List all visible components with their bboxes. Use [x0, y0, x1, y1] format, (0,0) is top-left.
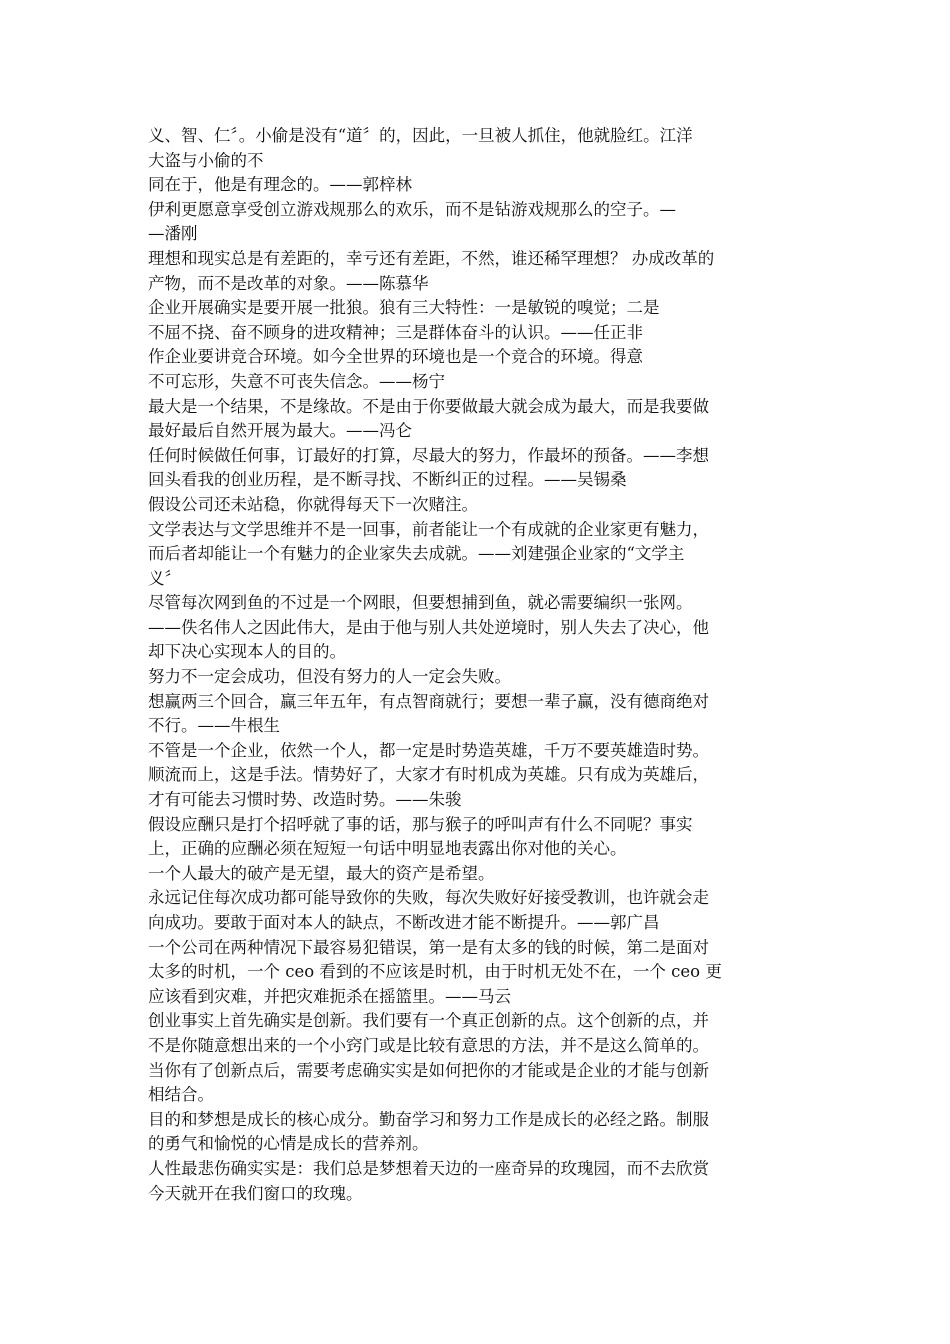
text-line: 永远记住每次成功都可能导致你的失败，每次失败好好接受教训，也许就会走	[148, 888, 709, 908]
text-line: 想赢两三个回合，赢三年五年，有点智商就行；要想一辈子赢，没有德商绝对	[148, 691, 709, 711]
text-line: 太多的时机，一个 ceo 看到的不应该是时机，由于时机无处不在，一个 ceo 更	[148, 962, 722, 982]
text-line: 顺流而上，这是手法。情势好了，大家才有时机成为英雄。只有成为英雄后，	[148, 765, 709, 785]
text-line: 最大是一个结果，不是缘故。不是由于你要做最大就会成为最大，而是我要做	[148, 396, 709, 416]
text-line: 文学表达与文学思维并不是一回事，前者能让一个有成就的企业家更有魅力，	[148, 519, 709, 539]
text-line: 理想和现实总是有差距的，幸亏还有差距，不然，谁还稀罕理想？ 办成改革的	[148, 248, 715, 268]
text-line: 任何时候做任何事，订最好的打算，尽最大的努力，作最坏的预备。——李想	[148, 445, 709, 465]
text-line: 义、智、仁〞。小偷是没有“道〞的，因此，一旦被人抓住，他就脸红。江洋	[148, 126, 693, 145]
text-line: 创业事实上首先确实是创新。我们要有一个真正创新的点。这个创新的点，并	[148, 1011, 709, 1031]
text-line: 上，正确的应酬必须在短短一句话中明显地表露出你对他的关心。	[148, 839, 627, 859]
text-line: —潘刚	[148, 224, 198, 244]
text-line: 假设应酬只是打个招呼就了事的话，那与猴子的呼叫声有什么不同呢？事实	[148, 814, 693, 834]
text-line: 不管是一个企业，依然一个人，都一定是时势造英雄，千万不要英雄造时势。	[148, 740, 709, 760]
text-line: 最好最后自然开展为最大。——冯仑	[148, 421, 412, 441]
text-line: 一个人最大的破产是无望，最大的资产是希望。	[148, 863, 495, 883]
text-line: 却下决心实现本人的目的。	[148, 642, 346, 662]
text-line: 应该看到灾难，并把灾难扼杀在摇篮里。——马云	[148, 986, 511, 1006]
text-line: 回头看我的创业历程，是不断寻找、不断纠正的过程。——吴锡桑	[148, 470, 627, 490]
text-line: 目的和梦想是成长的核心成分。勤奋学习和努力工作是成长的必经之路。制服	[148, 1109, 709, 1129]
text-line: 不行。——牛根生	[148, 716, 280, 736]
text-line: 向成功。要敢于面对本人的缺点，不断改进才能不断提升。——郭广昌	[148, 913, 660, 932]
text-line: 假设公司还未站稳，你就得每天下一次赌注。	[148, 494, 478, 514]
text-line: 人性最悲伤确实实是：我们总是梦想着天边的一座奇异的玫瑰园，而不去欣赏	[148, 1158, 709, 1178]
text-line: 不是你随意想出来的一个小窍门或是比较有意思的方法，并不是这么简单的。	[148, 1035, 709, 1055]
text-line: 大盗与小偷的不	[148, 150, 264, 170]
text-line: 同在于，他是有理念的。——郭梓林	[148, 175, 412, 195]
text-line: 一个公司在两种情况下最容易犯错误，第一是有太多的钱的时候，第二是面对	[148, 937, 709, 957]
text-line: 当你有了创新点后，需要考虑确实实是如何把你的才能或是企业的才能与创新	[148, 1060, 709, 1080]
text-line: 而后者却能让一个有魅力的企业家失去成就。——刘建强企业家的“文学主	[148, 544, 685, 564]
text-line: 今天就开在我们窗口的玫瑰。	[148, 1183, 363, 1203]
document-page	[148, 124, 808, 1206]
text-line: ——佚名伟人之因此伟大，是由于他与别人共处逆境时，别人失去了决心，他	[148, 617, 709, 637]
text-line: 义〞	[148, 568, 181, 588]
text-line: 企业开展确实是要开展一批狼。狼有三大特性：一是敏锐的嗅觉；二是	[148, 298, 660, 318]
text-line: 不可忘形，失意不可丧失信念。——杨宁	[148, 371, 445, 391]
text-line: 作企业要讲竞合环境。如今全世界的环境也是一个竞合的环境。得意	[148, 347, 643, 367]
text-line: 努力不一定会成功，但没有努力的人一定会失败。	[148, 667, 511, 687]
text-line: 不屈不挠、奋不顾身的进攻精神；三是群体奋斗的认识。——任正非	[148, 322, 643, 342]
text-line: 相结合。	[148, 1085, 214, 1105]
text-line: 伊利更愿意享受创立游戏规那么的欢乐，而不是钻游戏规那么的空子。—	[148, 199, 676, 219]
text-line: 的勇气和愉悦的心情是成长的营养剂。	[148, 1134, 429, 1154]
text-line: 才有可能去习惯时势、改造时势。——朱骏	[148, 790, 462, 810]
text-line: 尽管每次网到鱼的不过是一个网眼，但要想捕到鱼，就必需要编织一张网。	[148, 593, 693, 613]
text-line: 产物，而不是改革的对象。——陈慕华	[148, 273, 429, 293]
